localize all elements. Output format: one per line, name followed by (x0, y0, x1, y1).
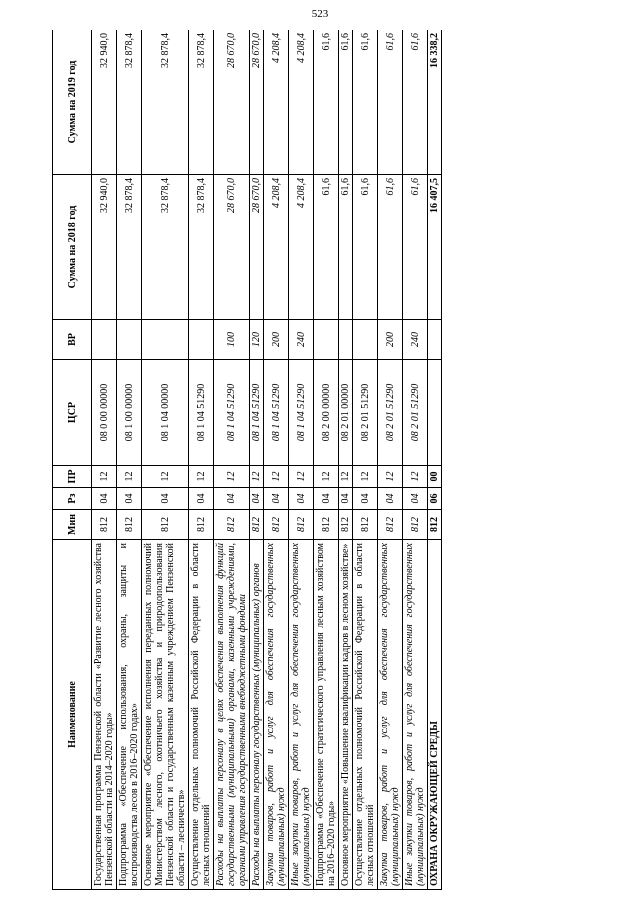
table-row (92, 30, 117, 890)
header-sum-2019: Сумма на 2019 год (53, 30, 92, 175)
cell-name: Государственная программа Пензенской области «Развитие лесного хозяйства Пензенской области на 2014–2020 годы» (92, 540, 117, 890)
cell-min: 812 (289, 510, 314, 540)
cell-csr: 08 1 04 51290 (264, 360, 289, 466)
cell-rz: 04 (264, 488, 289, 510)
cell-sum-2018: 28 670,0 (250, 175, 264, 320)
cell-sum-2018: 61,6 (353, 175, 378, 320)
cell-name: Расходы на выплаты персоналу государственных (муниципальных) органов (250, 540, 264, 890)
cell-vr (92, 320, 117, 360)
cell-csr: 08 2 00 00000 (314, 360, 339, 466)
cell-csr: 08 1 04 51290 (250, 360, 264, 466)
cell-sum-2019: 28 670,0 (250, 30, 264, 175)
cell-min: 812 (214, 510, 250, 540)
cell-sum-2019: 61,6 (314, 30, 339, 175)
cell-sum-2019: 32 940,0 (92, 30, 117, 175)
cell-pr: 00 (428, 466, 442, 488)
cell-min: 812 (353, 510, 378, 540)
cell-sum-2019: 32 878,4 (189, 30, 214, 175)
cell-csr: 08 2 01 51290 (403, 360, 428, 466)
cell-sum-2018: 61,6 (378, 175, 403, 320)
header-rz: Рз (53, 488, 92, 510)
cell-rz: 04 (339, 488, 353, 510)
cell-csr: 08 2 01 00000 (339, 360, 353, 466)
table-header-row (53, 30, 92, 890)
cell-csr: 08 1 04 51290 (289, 360, 314, 466)
cell-pr: 12 (142, 466, 189, 488)
cell-csr: 08 1 04 51290 (214, 360, 250, 466)
cell-vr (339, 320, 353, 360)
table-row (314, 30, 339, 890)
cell-pr: 12 (189, 466, 214, 488)
budget-table (52, 30, 442, 890)
header-csr: ЦСР (53, 360, 92, 466)
cell-pr: 12 (353, 466, 378, 488)
cell-min: 812 (403, 510, 428, 540)
cell-vr: 240 (289, 320, 314, 360)
cell-rz: 04 (92, 488, 117, 510)
cell-csr: 08 0 00 00000 (92, 360, 117, 466)
table-row (214, 30, 250, 890)
cell-vr (314, 320, 339, 360)
cell-min: 812 (378, 510, 403, 540)
cell-min: 812 (250, 510, 264, 540)
cell-vr: 200 (264, 320, 289, 360)
cell-vr: 200 (378, 320, 403, 360)
rotated-table-container (52, 30, 562, 890)
cell-min: 812 (264, 510, 289, 540)
cell-name: Расходы на выплаты персоналу в целях обеспечения выполнения функций государственными (муниципальными) органами, казенными учреждениями, органами управления государственными внебюджетными фондами (214, 540, 250, 890)
cell-sum-2018: 4 208,4 (264, 175, 289, 320)
cell-vr: 100 (214, 320, 250, 360)
rotated-table-area (52, 30, 562, 890)
cell-sum-2019: 61,6 (339, 30, 353, 175)
cell-sum-2019: 61,6 (403, 30, 428, 175)
cell-sum-2019: 61,6 (353, 30, 378, 175)
header-min: Мин (53, 510, 92, 540)
cell-name: Осуществление отдельных полномочий Российской Федерации в области лесных отношений (189, 540, 214, 890)
header-sum-2018: Сумма на 2018 год (53, 175, 92, 320)
cell-pr: 12 (92, 466, 117, 488)
cell-name: Подпрограмма «Обеспечение использования, охраны, защиты и воспроизводства лесов в 2016–2020 годах» (117, 540, 142, 890)
cell-rz: 06 (428, 488, 442, 510)
cell-vr (117, 320, 142, 360)
cell-pr: 12 (264, 466, 289, 488)
cell-name: Закупка товаров, работ и услуг для обеспечения государственных (муниципальных) нужд (378, 540, 403, 890)
header-vr: ВР (53, 320, 92, 360)
cell-min: 812 (428, 510, 442, 540)
cell-name: Подпрограмма «Обеспечение стратегического управления лесным хозяйством на 2016–2020 годы» (314, 540, 339, 890)
cell-name: Иные закупки товаров, работ и услуг для обеспечения государственных (муниципальных) нужд (289, 540, 314, 890)
cell-rz: 04 (289, 488, 314, 510)
cell-sum-2019: 16 338,2 (428, 30, 442, 175)
page-number: 523 (311, 8, 329, 20)
cell-sum-2018: 61,6 (339, 175, 353, 320)
cell-sum-2018: 28 670,0 (214, 175, 250, 320)
cell-name: Закупка товаров, работ и услуг для обеспечения государственных (муниципальных) нужд (264, 540, 289, 890)
table-row (250, 30, 264, 890)
cell-min: 812 (314, 510, 339, 540)
cell-min: 812 (142, 510, 189, 540)
table-row (403, 30, 428, 890)
table-row (353, 30, 378, 890)
cell-csr: 08 1 04 51290 (189, 360, 214, 466)
cell-rz: 04 (314, 488, 339, 510)
cell-min: 812 (339, 510, 353, 540)
table-row (378, 30, 403, 890)
table-row (264, 30, 289, 890)
cell-sum-2019: 4 208,4 (264, 30, 289, 175)
cell-sum-2019: 4 208,4 (289, 30, 314, 175)
cell-vr (428, 320, 442, 360)
cell-sum-2019: 32 878,4 (117, 30, 142, 175)
cell-csr (428, 360, 442, 466)
cell-rz: 04 (142, 488, 189, 510)
cell-csr: 08 1 00 00000 (117, 360, 142, 466)
cell-rz: 04 (117, 488, 142, 510)
header-pr: ПР (53, 466, 92, 488)
cell-rz: 04 (214, 488, 250, 510)
cell-sum-2018: 32 878,4 (189, 175, 214, 320)
cell-vr: 120 (250, 320, 264, 360)
cell-rz: 04 (250, 488, 264, 510)
cell-vr (142, 320, 189, 360)
cell-min: 812 (92, 510, 117, 540)
cell-pr: 12 (214, 466, 250, 488)
cell-sum-2018: 4 208,4 (289, 175, 314, 320)
table-total-row (428, 30, 442, 890)
cell-rz: 04 (378, 488, 403, 510)
cell-sum-2018: 32 878,4 (117, 175, 142, 320)
cell-pr: 12 (378, 466, 403, 488)
cell-name: ОХРАНА ОКРУЖАЮЩЕЙ СРЕДЫ (428, 540, 442, 890)
table-row (189, 30, 214, 890)
cell-sum-2018: 61,6 (314, 175, 339, 320)
table-row (117, 30, 142, 890)
cell-pr: 12 (117, 466, 142, 488)
cell-csr: 08 2 01 51290 (353, 360, 378, 466)
cell-sum-2019: 61,6 (378, 30, 403, 175)
header-name: Наименование (53, 540, 92, 890)
cell-sum-2018: 16 407,5 (428, 175, 442, 320)
cell-min: 812 (189, 510, 214, 540)
cell-pr: 12 (314, 466, 339, 488)
table-row (142, 30, 189, 890)
cell-pr: 12 (250, 466, 264, 488)
cell-min: 812 (117, 510, 142, 540)
table-row (289, 30, 314, 890)
cell-vr (189, 320, 214, 360)
cell-sum-2018: 61,6 (403, 175, 428, 320)
cell-sum-2018: 32 940,0 (92, 175, 117, 320)
cell-vr (353, 320, 378, 360)
cell-vr: 240 (403, 320, 428, 360)
cell-sum-2018: 32 878,4 (142, 175, 189, 320)
cell-sum-2019: 28 670,0 (214, 30, 250, 175)
cell-rz: 04 (353, 488, 378, 510)
cell-name: Осуществление отдельных полномочий Российской Федерации в области лесных отношений (353, 540, 378, 890)
cell-rz: 04 (189, 488, 214, 510)
cell-csr: 08 1 04 00000 (142, 360, 189, 466)
cell-pr: 12 (339, 466, 353, 488)
cell-pr: 12 (289, 466, 314, 488)
cell-sum-2019: 32 878,4 (142, 30, 189, 175)
cell-name: Иные закупки товаров, работ и услуг для обеспечения государственных (муниципальных) нужд (403, 540, 428, 890)
cell-csr: 08 2 01 51290 (378, 360, 403, 466)
cell-name: Основное мероприятие «Повышение квалификации кадров в лесном хозяйстве» (339, 540, 353, 890)
cell-pr: 12 (403, 466, 428, 488)
table-row (339, 30, 353, 890)
cell-name: Основное мероприятие «Обеспечение исполнения переданных полномочий Министерством лесного, охотничьего хозяйства и природопользования Пензенской области и государственным казенным учреждением Пензенской области – лесничеств» (142, 540, 189, 890)
cell-rz: 04 (403, 488, 428, 510)
table-body (92, 30, 442, 890)
